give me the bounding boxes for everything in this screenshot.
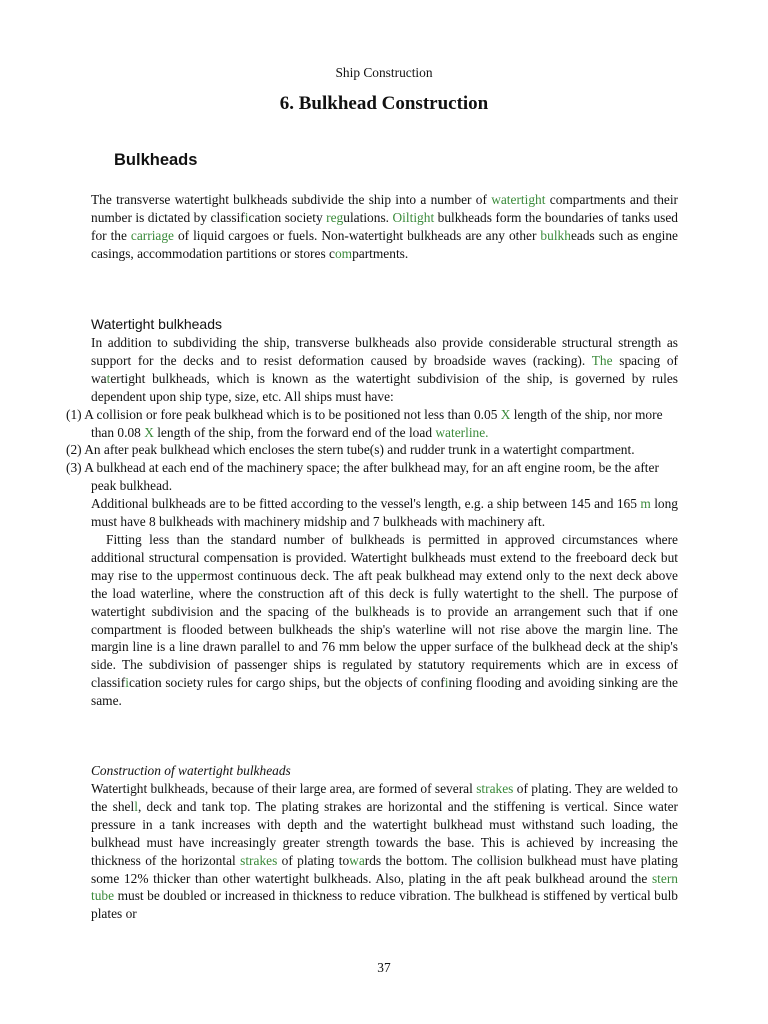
list-item-collision-bulkhead: (1) A collision or fore peak bulkhead which is to be positioned not less than 0.05 X length of the ship, nor more than 0.08 X length of the ship, from the forward end of the load waterline. bbox=[66, 406, 663, 440]
list-item-after-peak-bulkhead: (2) An after peak bulkhead which encloses the stern tube(s) and rudder trunk in a watertight compartment. bbox=[66, 442, 635, 458]
construction-paragraph: Watertight bulkheads, because of their large area, are formed of several strakes of plating. They are welded to the shell, deck and tank top. The plating strakes are horizontal and the stiffening is vertical. Since water pressure in a tank increases with depth and the watertight bulkhead must withstand such loading, the bulkhead must have increasingly greater strength towards the base. This is achieved by increasing the thickness of the horizontal strakes of plating towards the bottom. The collision bulkhead must have plating some 12% thicker than other watertight bulkheads. Also, plating in the aft peak bulkhead around the stern tube must be doubled or increased in thickness to reduce vibration. The bulkhead is stiffened by vertical bulb plates or bbox=[91, 781, 679, 922]
chapter-title: 6. Bulkhead Construction bbox=[279, 93, 489, 114]
page-number: 37 bbox=[377, 960, 391, 975]
subheading-construction: Construction of watertight bulkheads bbox=[91, 763, 291, 778]
running-head: Ship Construction bbox=[335, 65, 433, 80]
additional-bulkheads-paragraph: Additional bulkheads are to be fitted according to the vessel's length, e.g. a ship between 145 and 165 m long must have 8 bulkheads with machinery midship and 7 bulkheads with machinery aft. bbox=[91, 496, 678, 530]
watertight-paragraph: In addition to subdividing the ship, transverse bulkheads also provide considerable structural strength as support for the decks and to resist deformation caused by broadside waves (racking). The spacing of watertight bulkheads, which is known as the watertight subdivision of the ship, is governed by rules dependent upon ship type, size, etc. All ships must have: bbox=[91, 335, 678, 404]
intro-paragraph: The transverse watertight bulkheads subdivide the ship into a number of watertight compartments and their number is dictated by classification society regulations. Oiltight bulkheads form the boundaries of tanks used for the carriage of liquid cargoes or fuels. Non-watertight bulkheads are any other bulkheads such as engine casings, accommodation partitions or stores compartments. bbox=[91, 192, 679, 261]
subheading-watertight-bulkheads: Watertight bulkheads bbox=[91, 316, 222, 332]
watertight-section-body bbox=[66, 334, 678, 710]
section-heading-bulkheads: Bulkheads bbox=[114, 151, 198, 169]
list-item-machinery-bulkhead: (3) A bulkhead at each end of the machinery space; the after bulkhead may, for an aft engine room, be the after peak bulkhead. bbox=[66, 460, 659, 494]
fitting-paragraph: Fitting less than the standard number of bulkheads is permitted in approved circumstances where additional structural compensation is provided. Watertight bulkheads must extend to the freeboard deck but may rise to the uppermost continuous deck. The aft peak bulkhead may extend only to the next deck above the load waterline, where the construction aft of this deck is fully watertight to the shell. The purpose of watertight subdivision and the spacing of the bulkheads is to provide an arrangement such that if one compartment is flooded between bulkheads the ship's waterline will not rise above the margin line. The margin line is a line drawn parallel to and 76 mm below the upper surface of the bulkhead deck at the ship's side. The subdivision of passenger ships is regulated by statutory requirements which are in excess of classification society rules for cargo ships, but the objects of confining flooding and avoiding sinking are the same. bbox=[91, 531, 678, 709]
